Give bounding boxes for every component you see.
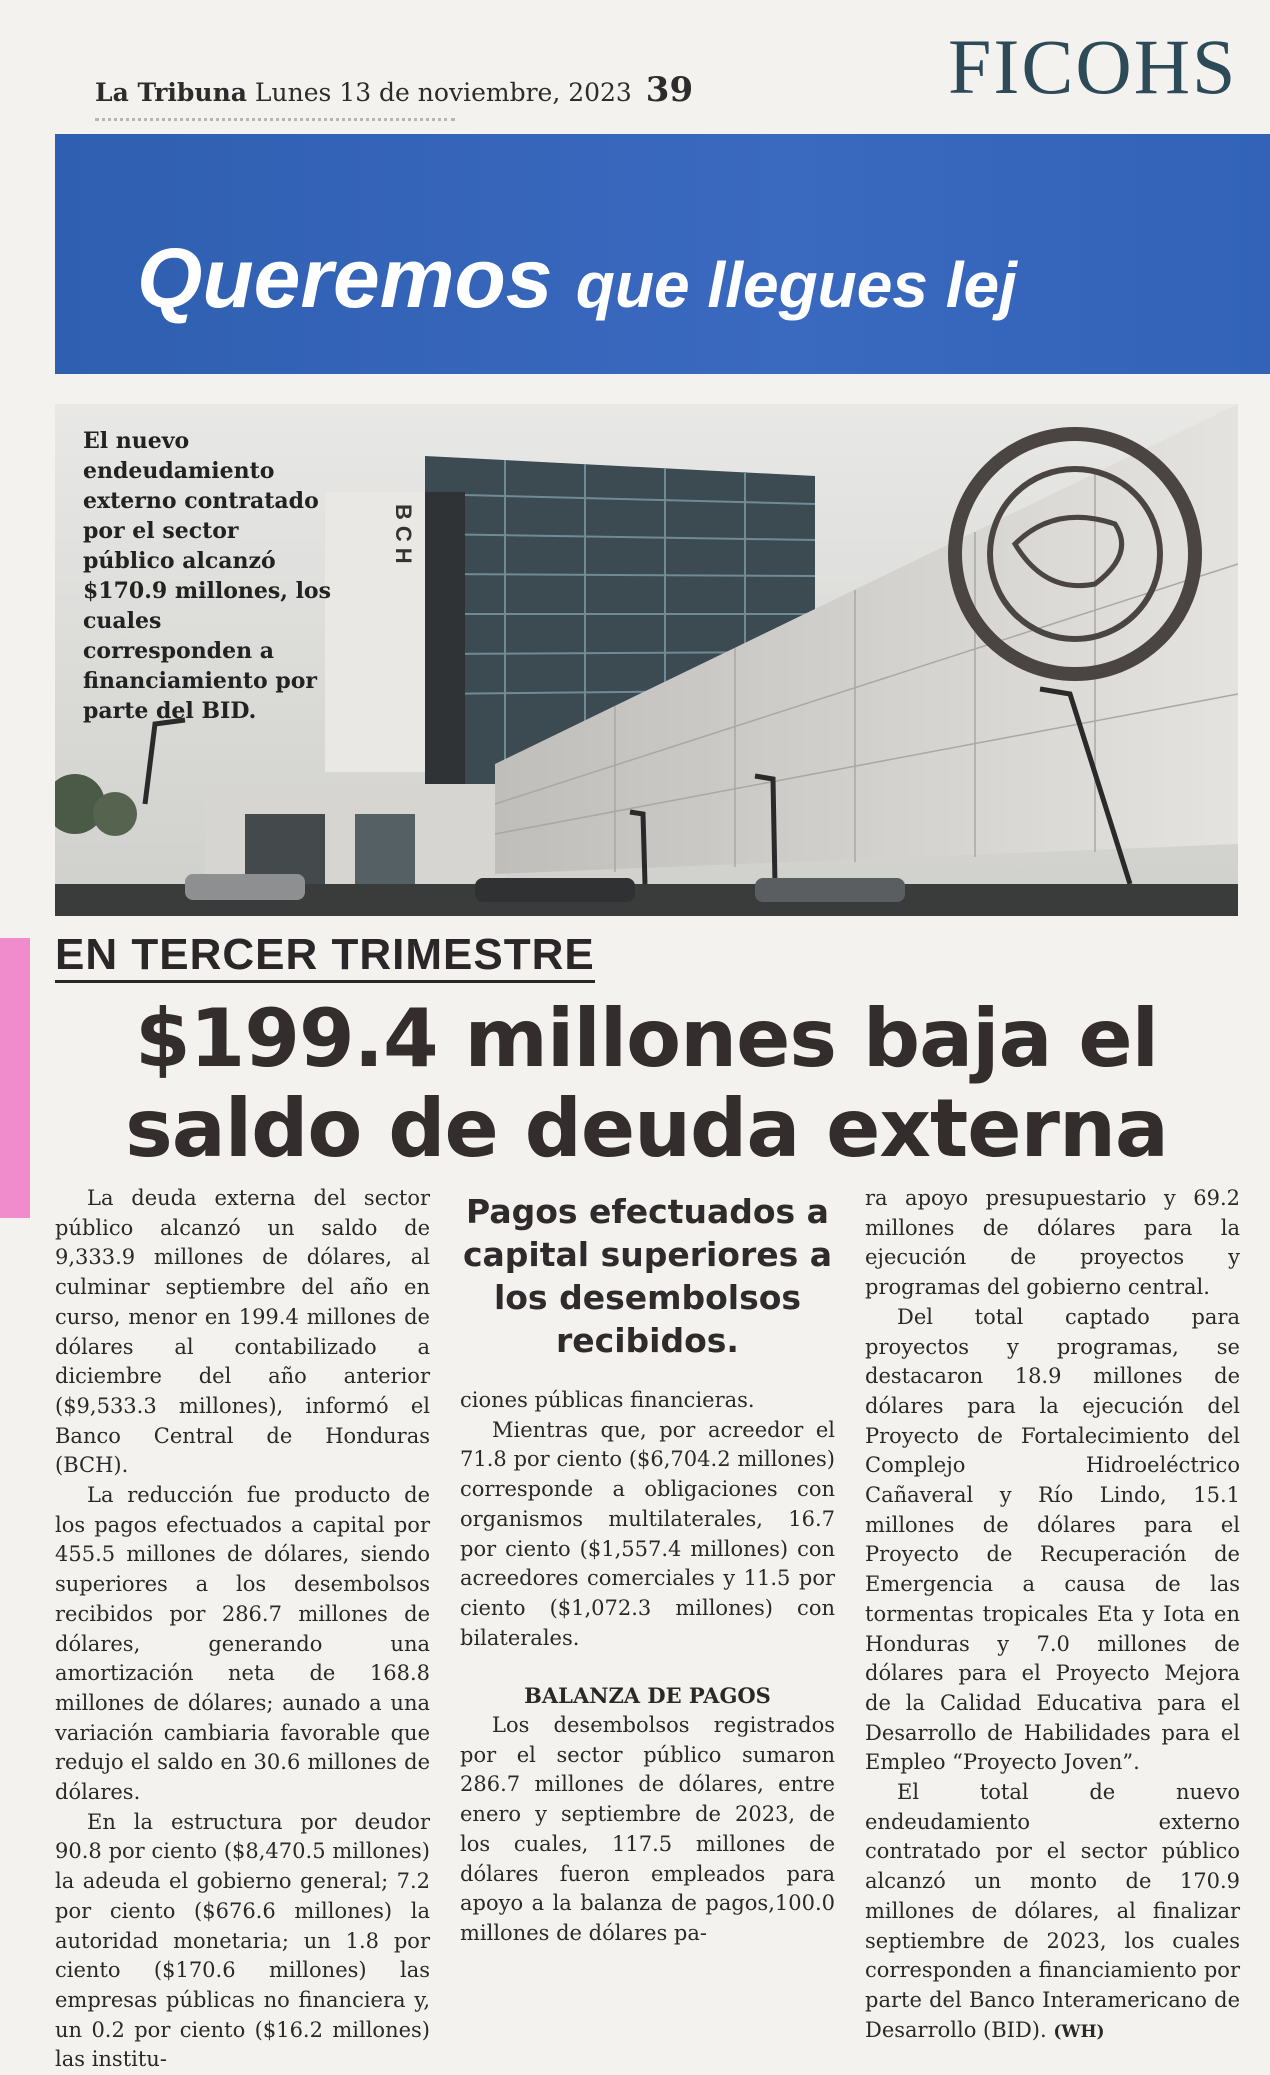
paragraph: Los desembolsos registrados por el sector público sumaron 286.7 millones de dólares, entre enero y septiembre de 2023, de los cuales, 117.5 millones de dólares fueron empleados para apoyo a la balanza de pagos,100.0 millones de dólares pa- <box>460 1713 835 1945</box>
issue-date: Lunes 13 de noviembre, 2023 <box>254 78 632 107</box>
page-header <box>95 70 693 110</box>
page-number: 39 <box>645 70 694 110</box>
headline-line-1: $199.4 millones baja el <box>134 992 1158 1085</box>
headline-line-2: saldo de deuda externa <box>125 1082 1168 1175</box>
paragraph-text: El total de nuevo endeudamiento externo contratado por el sector público alcanzó un monto de 170.9 millones de dólares, al finalizar septiembre de 2023, los cuales corresponden a financiamiento por parte del Banco Interamericano de Desarrollo (BID). <box>865 1780 1240 2042</box>
ad-slogan <box>137 230 1017 327</box>
paragraph: Del total captado para proyectos y programas, se destacaron 18.9 millones de dólares para la ejecución del Proyecto de Fortalecimiento del Complejo Hidroeléctrico Cañaveral y Río Lindo, 15.1 millones de dólares para el Proyecto de Recuperación de Emergencia a causa de las tormentas tropicales Eta y Iota en Honduras y 7.0 millones de dólares para el Proyecto Mejora de la Calidad Educativa para el Desarrollo de Habilidades para el Empleo “Proyecto Joven”. <box>865 1304 1240 1775</box>
paragraph: Mientras que, por acreedor el 71.8 por ciento ($6,704.2 millones) corresponde a obligaciones con organismos multilaterales, 16.7 por ciento ($1,557.4 millones) con acreedores comerciales y 11.5 por ciento ($1,072.3 millones) con bilaterales. <box>460 1417 835 1650</box>
slogan-rest: que llegues lej <box>575 249 1017 321</box>
slogan-main: Queremos <box>137 231 553 325</box>
paragraph: En la estructura por deudor 90.8 por ciento ($8,470.5 millones) la adeuda el gobierno general; 7.2 por ciento ($676.6 millones) la autoridad monetaria; un 1.8 por ciento ($170.6 millones) las empresas públicas no financiera y, un 0.2 por ciento ($16.2 millones) las institu- <box>55 1809 430 2072</box>
paragraph: ciones públicas financieras. <box>460 1388 755 1412</box>
bch-building-photo <box>55 404 1238 916</box>
newspaper-name: La Tribuna <box>95 78 247 107</box>
pull-quote: Pagos efectuados a capital superiores a los desembolsos recibidos. <box>462 1192 833 1360</box>
paragraph <box>865 1778 1240 2047</box>
paragraph: La reducción fue producto de los pagos efectuados a capital por 455.5 millones de dólares, siendo superiores a los desembolsos recibidos por 286.7 millones de dólares, generando una amortización neta de 168.8 millones de dólares; aunado a una variación cambiaria favorable que redujo el saldo en 30.6 millones de dólares. <box>55 1483 430 1805</box>
section-subhead: BALANZA DE PAGOS <box>524 1683 771 1709</box>
article-column-2 <box>460 1184 835 1949</box>
paragraph: La deuda externa del sector público alcanzó un saldo de 9,333.9 millones de dólares, al culminar septiembre del año en curso, menor en 199.4 millones de dólares al contabilizado a diciembre del año anterior ($9,533.3 millones), informó el Banco Central de Honduras (BCH). <box>55 1186 430 1478</box>
article-headline <box>55 994 1238 1174</box>
building-sign: BCH <box>391 504 416 570</box>
divider <box>95 118 455 121</box>
photo-caption: El nuevo endeudamiento externo contratado por el sector público alcanzó $170.9 millones, los cuales corresponden a financiamiento por parte del BID. <box>83 428 331 724</box>
article-kicker: EN TERCER TRIMESTRE <box>55 930 595 983</box>
paragraph: ra apoyo presupuestario y 69.2 millones de dólares para la ejecución de proyectos y programas del gobierno central. <box>865 1186 1240 1300</box>
marker-highlight <box>0 938 30 1218</box>
article-column-1 <box>55 1184 430 2075</box>
advertiser-brand: FICOHS <box>948 23 1238 110</box>
ad-banner <box>55 134 1270 374</box>
article-column-3 <box>865 1184 1240 2047</box>
author-signature: (WH) <box>1053 2021 1105 2042</box>
